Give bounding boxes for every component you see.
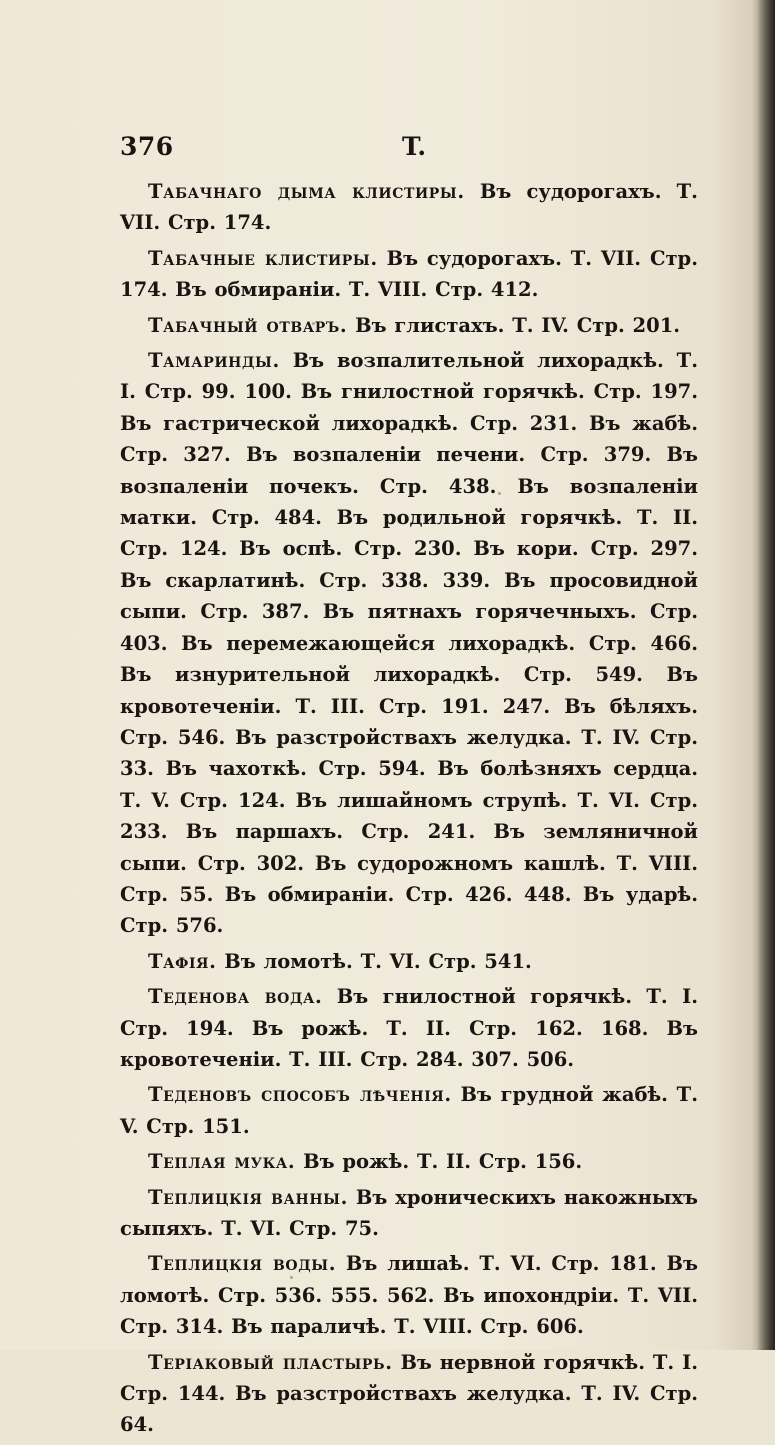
index-entries [120, 176, 698, 1445]
entry-body: Въ возпалительной лихорадкѣ. Т. I. Стр. 99. 100. Въ гнилостной горячкѣ. Стр. 197. Въ гастрической лихорадкѣ. Стр. 231. Въ жабѣ. Стр. 327. Въ возпаленіи печени. Стр. 379. Въ возпаленіи почекъ. Стр. 438. Въ возпаленіи матки. Стр. 484. Въ родильной горячкѣ. Т. II. Стр. 124. Въ оспѣ. Стр. 230. Въ кори. Стр. 297. Въ скарлатинѣ. Стр. 338. 339. Въ просовидной сыпи. Стр. 387. Въ пятнахъ горячечныхъ. Стр. 403. Въ перемежающейся лихорадкѣ. Стр. 466. Въ изнурительной лихорадкѣ. Стр. 549. Въ кровотеченіи. Т. III. Стр. 191. 247. Въ бѣляхъ. Стр. 546. Въ разстройствахъ желудка. Т. IV. Стр. 33. Въ чахоткѣ. Стр. 594. Въ болѣзняхъ сердца. Т. V. Стр. 124. Въ лишайномъ струпѣ. Т. VI. Стр. 233. Въ паршахъ. Стр. 241. Въ земляничной сыпи. Стр. 302. Въ судорожномъ кашлѣ. Т. VIII. Стр. 55. Въ обмираніи. Стр. 426. 448. Въ ударѣ. Стр. 576. [120, 349, 698, 938]
index-entry [120, 1079, 698, 1142]
entry-head: Теплицкія ванны. [148, 1185, 348, 1209]
entry-head: Табачные клистиры. [148, 246, 378, 270]
entry-body: Въ лишаѣ. Т. VI. Стр. 181. Въ ломотѣ. Стр. 536. 555. 562. Въ ипохондріи. Т. VII. Стр. 314. Въ параличѣ. Т. VIII. Стр. 606. [120, 1252, 698, 1339]
index-entry [120, 243, 698, 306]
page-edge-shadow [757, 0, 775, 1350]
index-entry [120, 1347, 698, 1441]
entry-head: Теденовъ способъ лѣченія. [148, 1083, 452, 1107]
index-entry [120, 345, 698, 942]
entry-head: Тамаринды. [148, 349, 280, 373]
index-entry [120, 981, 698, 1075]
entry-head: Тафія. [148, 949, 217, 973]
entry-body: Въ ломотѣ. Т. VI. Стр. 541. [216, 949, 532, 973]
index-entry [120, 310, 698, 341]
entry-body: Въ рожѣ. Т. II. Стр. 156. [295, 1150, 583, 1174]
index-entry [120, 1146, 698, 1177]
entry-body: Въ грудной жабѣ. Т. V. Стр. 151. [120, 1083, 698, 1138]
page-header [120, 132, 700, 166]
entry-head: Табачнаго дыма клистиры. [148, 180, 465, 203]
entry-body: Въ судорогахъ. Т. VII. Стр. 174. Въ обмираніи. Т. VIII. Стр. 412. [120, 246, 698, 302]
index-entry [120, 1182, 698, 1245]
entry-head: Теплая мука. [148, 1150, 296, 1174]
entry-head: Теріаковый пластырь. [148, 1350, 393, 1374]
index-entry [120, 176, 698, 239]
index-entry [120, 1248, 698, 1342]
running-head: T. [402, 132, 427, 161]
entry-body: Въ хроническихъ накожныхъ сыпяхъ. Т. VI. Стр. 75. [120, 1185, 698, 1240]
entry-head: Табачный отваръ. [148, 313, 348, 337]
entry-body: Въ судорогахъ. Т. VII. Стр. 174. [120, 180, 698, 235]
entry-body: Въ глистахъ. Т. IV. Стр. 201. [347, 313, 681, 337]
entry-body: Въ гнилостной горячкѣ. Т. I. Стр. 194. Въ рожѣ. Т. II. Стр. 162. 168. Въ кровотеченіи. Т. III. Стр. 284. 307. 506. [120, 985, 698, 1071]
entry-head: Теплицкія воды. [148, 1252, 337, 1276]
entry-body: Въ нервной горячкѣ. Т. I. Стр. 144. Въ разстройствахъ желудка. Т. IV. Стр. 64. [120, 1350, 698, 1437]
page-number: 376 [120, 132, 174, 161]
entry-head: Теденова вода. [148, 985, 323, 1009]
index-entry [120, 946, 698, 977]
